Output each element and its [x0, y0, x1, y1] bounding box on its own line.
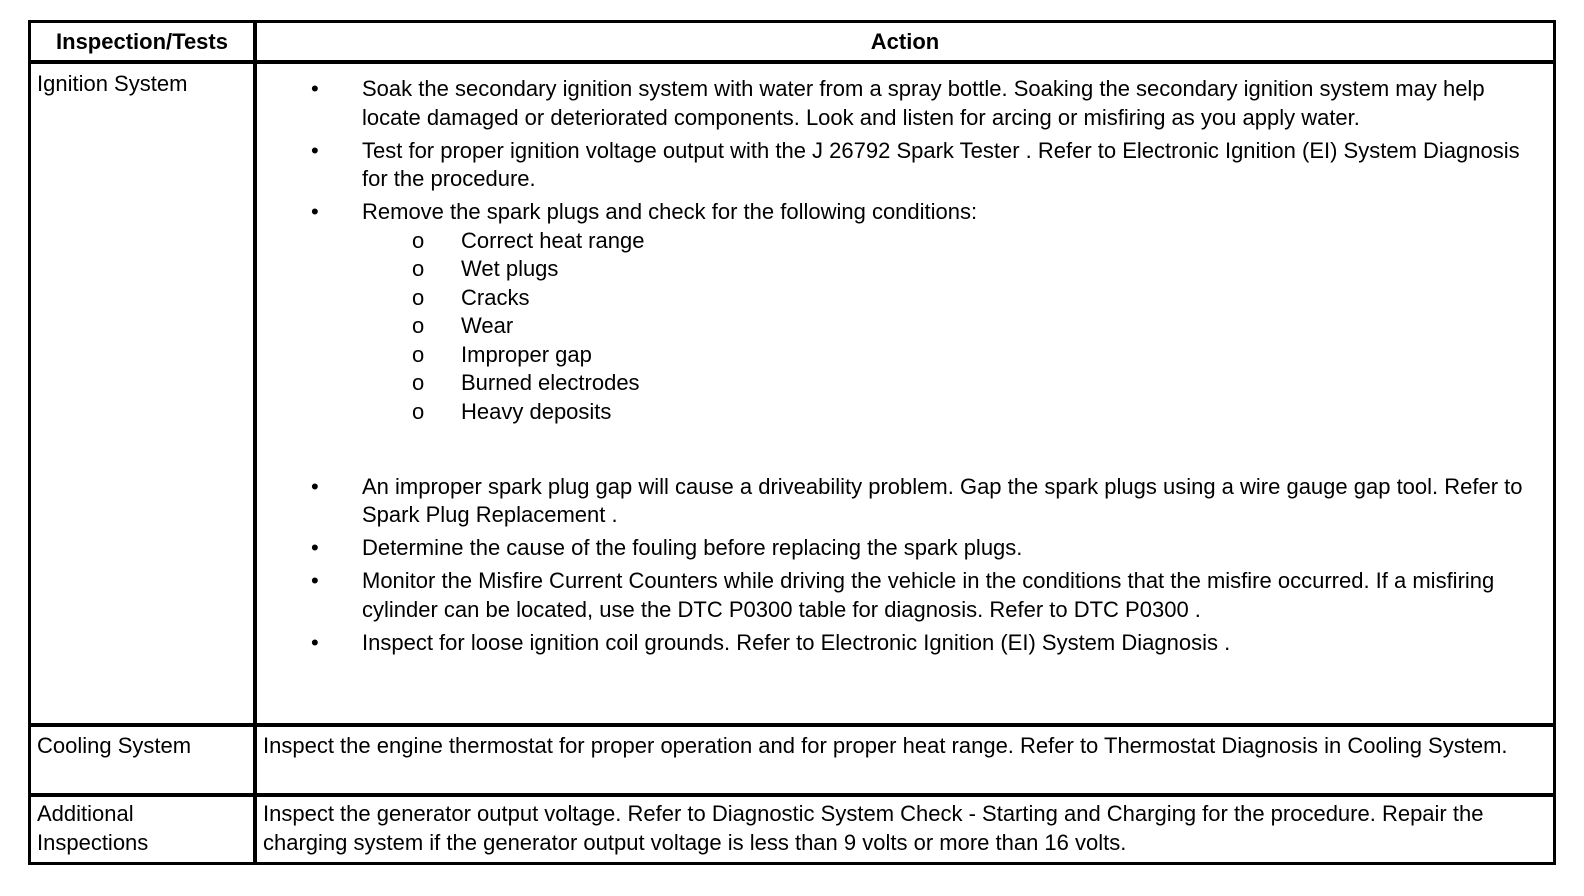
- bullet-icon: •: [311, 629, 319, 655]
- row-label-additional-inspections: Additional Inspections: [37, 801, 149, 855]
- bullet-icon: •: [311, 473, 319, 499]
- additional-action-text: Inspect the generator output voltage. Refer to Diagnostic System Check - Starting and Charging for the procedure. Repair the charging system if the generator output voltage is less than 9 volts or more than 16 volts.: [263, 801, 1484, 855]
- list-item: [257, 75, 1547, 132]
- bullet-icon: •: [311, 137, 319, 163]
- list-item: [257, 534, 1547, 563]
- condition-text: Wear: [461, 313, 514, 338]
- condition-item: [362, 255, 1547, 284]
- circle-bullet-icon: o: [412, 341, 425, 367]
- condition-item: [362, 369, 1547, 398]
- circle-bullet-icon: o: [412, 284, 425, 310]
- header-inspection-tests: Inspection/Tests: [56, 29, 228, 54]
- circle-bullet-icon: o: [412, 256, 425, 281]
- bullet-icon: •: [311, 535, 319, 560]
- conditions-list: [362, 227, 1547, 427]
- circle-bullet-icon: o: [412, 398, 425, 424]
- condition-item: [362, 398, 1547, 427]
- condition-item: [362, 312, 1547, 341]
- bullet-text: Inspect for loose ignition coil grounds. Refer to Electronic Ignition (EI) System Diagnosis .: [362, 629, 1231, 655]
- inspection-table: [28, 20, 1556, 865]
- condition-text: Wet plugs: [461, 256, 559, 281]
- bullet-text: Soak the secondary ignition system with water from a spray bottle. Soaking the secondary ignition system may help locate damaged or deteriorated components. Look and listen for arcing or misfiring as you apply water.: [362, 76, 1485, 130]
- spacer: [257, 431, 1547, 473]
- condition-text: Cracks: [461, 284, 530, 310]
- condition-item: [362, 341, 1547, 370]
- bullet-text: Test for proper ignition voltage output with the J 26792 Spark Tester . Refer to Electronic Ignition (EI) System Diagnosis for the procedure.: [362, 137, 1520, 191]
- row-label-ignition-system: Ignition System: [37, 71, 188, 96]
- bullet-text: An improper spark plug gap will cause a driveability problem. Gap the spark plugs using a wire gauge gap tool. Refer to Spark Plug Replacement .: [362, 473, 1523, 527]
- bullet-text: Determine the cause of the fouling before replacing the spark plugs.: [362, 535, 1023, 560]
- condition-text: Improper gap: [461, 341, 592, 367]
- bullet-icon: •: [311, 568, 319, 593]
- row-divider-cooling: [31, 793, 1553, 797]
- bullet-icon: •: [311, 199, 319, 224]
- cooling-action-text: Inspect the engine thermostat for proper operation and for proper heat range. Refer to Thermostat Diagnosis in Cooling System.: [263, 733, 1508, 758]
- condition-text: Correct heat range: [461, 227, 645, 253]
- list-item: [257, 473, 1547, 530]
- condition-item: [362, 227, 1547, 256]
- header-divider: [31, 60, 1553, 64]
- bullet-text: Remove the spark plugs and check for the following conditions:: [362, 199, 978, 224]
- condition-text: Heavy deposits: [461, 398, 612, 424]
- circle-bullet-icon: o: [412, 227, 425, 253]
- list-item: [257, 629, 1547, 658]
- list-item: [257, 567, 1547, 624]
- bullet-text: Monitor the Misfire Current Counters while driving the vehicle in the conditions that the misfire occurred. If a misfiring cylinder can be located, use the DTC P0300 table for diagnosis. Refer to DTC P0300 .: [362, 568, 1495, 622]
- bullet-icon: •: [311, 76, 319, 101]
- header-action: Action: [870, 29, 940, 54]
- ignition-action-list: [257, 75, 1547, 662]
- condition-text: Burned electrodes: [461, 370, 640, 395]
- list-item: [257, 198, 1547, 426]
- row-label-cooling-system: Cooling System: [37, 733, 192, 758]
- condition-item: [362, 284, 1547, 313]
- circle-bullet-icon: o: [412, 370, 425, 395]
- row-divider-ignition: [31, 723, 1553, 727]
- list-item: [257, 137, 1547, 194]
- circle-bullet-icon: o: [412, 313, 425, 338]
